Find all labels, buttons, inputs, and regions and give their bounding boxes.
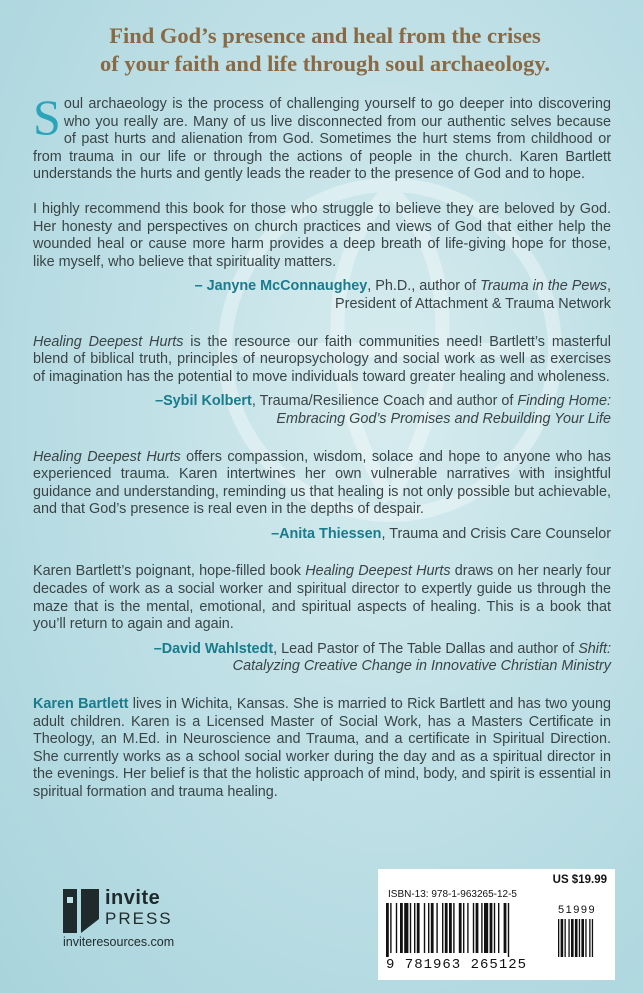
barcode-addon: 51999 — [558, 904, 597, 916]
endorsement-1-attribution: – Janyne McConnaughey, Ph.D., author of Trauma in the Pews, President of Attachment & Trauma Network — [194, 278, 611, 312]
endorser-name: –David Wahlstedt — [153, 640, 274, 657]
book-title: Shift: — [578, 640, 611, 657]
intro-text: oul archaeology is the process of challenging yourself to go deeper into discovering who you really are. Many of us live disconnected from our authentic selves because of past hurts and alienation from God. Sometimes the hurt stems from childhood or from trauma in our life or through the actions of people in the church. Karen Bartlett understands the hurts and gently leads the reader to the presence of God and to hope. — [33, 96, 611, 183]
headline-line-1: Find God’s presence and heal from the crises — [109, 23, 541, 48]
book-title: Finding Home: — [517, 393, 611, 410]
endorsement-2-attribution: –Sybil Kolbert, Trauma/Resilience Coach and author of Finding Home: Embracing God’s Promises and Rebuilding Your Life — [155, 393, 611, 427]
endorser-name: – Janyne McConnaughey — [194, 278, 368, 295]
endorsement-3-attribution: –Anita Thiessen, Trauma and Crisis Care Counselor — [271, 525, 611, 542]
author-name: Karen Bartlett — [33, 696, 129, 713]
price: US $19.99 — [552, 874, 607, 886]
author-bio: Karen Bartlett lives in Wichita, Kansas. She is married to Rick Bartlett and has two young adult children. Karen is a Licensed Master of Social Work, has a Masters Certificate in Theology, an M.Ed. in Neuroscience and Trauma, and a certificate in Spiritual Direction. She currently works as a school social worker during the day and as a spiritual director in the evenings. Her belief is that the holistic approach of mind, body, and spirit is essential in spiritual formation and trauma healing. — [33, 696, 611, 800]
publisher-press: PRESS — [105, 909, 173, 928]
isbn: ISBN-13: 978-1-963265-12-5 — [388, 889, 517, 900]
barcode-digits: 9 781963 265125 — [386, 957, 528, 973]
intro-paragraph — [33, 89, 611, 184]
endorsement-2-quote: Healing Deepest Hurts is the resource our faith communities need! Bartlett’s masterful blend of biblical truth, principles of neuropsychology and social work as well as exercises of imagination has the potential to move individuals toward greater healing and wholeness. — [33, 333, 611, 385]
drop-cap: S — [33, 89, 61, 145]
endorsement-1-quote: I highly recommend this book for those who struggle to believe they are beloved by God. Her honesty and perspectives on church practices and views of God that either help the wounded heal or cause more harm provides a deep breath of life-giving hope for those, like myself, who believe that spirituality matters. — [33, 200, 611, 270]
publisher-website: inviteresources.com — [63, 935, 175, 949]
headline-line-2: of your faith and life through soul archaeology. — [99, 51, 551, 76]
endorser-name: –Anita Thiessen — [271, 525, 382, 542]
barcode-panel — [378, 869, 615, 980]
endorsement-4-attribution: –David Wahlstedt, Lead Pastor of The Table Dallas and author of Shift: Catalyzing Creative Change in Innovative Christian Ministry — [153, 640, 611, 675]
endorsement-4-quote: Karen Bartlett’s poignant, hope-filled book Healing Deepest Hurts draws on her nearly four decades of work as a social worker and spiritual director to expertly guide us through the maze that is the mental, emotional, and spiritual aspects of healing. This is a book that you’ll return to again and again. — [33, 563, 611, 633]
cover-headline — [30, 22, 620, 78]
endorser-name: –Sybil Kolbert — [155, 393, 252, 410]
endorsement-3-quote: Healing Deepest Hurts offers compassion, wisdom, solace and hope to anyone who has experienced trauma. Karen intertwines her own vulnerable narratives with insightful guidance and understanding, reminding us that healing is not only possible but achievable, and that God’s presence is real even in the depths of despair. — [33, 448, 611, 518]
back-cover-text — [33, 89, 611, 802]
invite-press-logo-icon — [63, 889, 99, 933]
book-title: Trauma in the Pews — [480, 278, 607, 295]
publisher-name: invite — [105, 887, 161, 909]
